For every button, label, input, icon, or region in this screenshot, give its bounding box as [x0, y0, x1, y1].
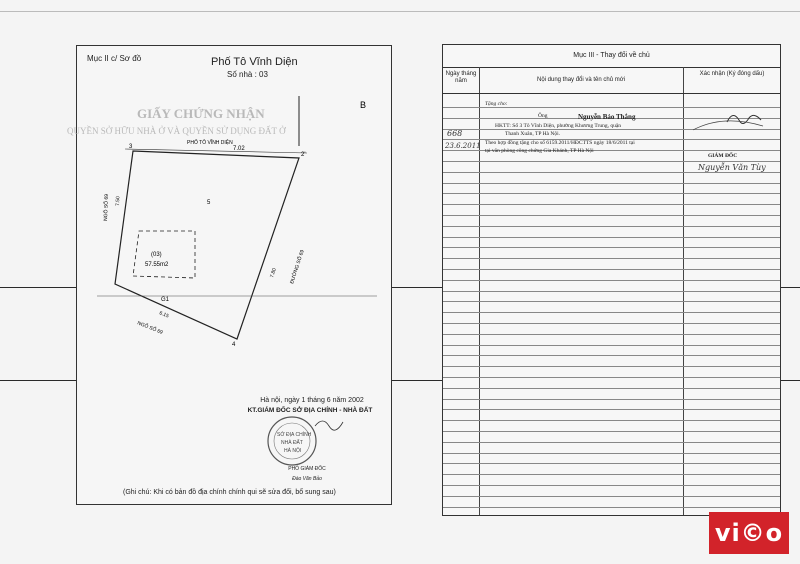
land-plot-diagram	[77, 46, 391, 504]
svg-text:NHÀ ĐẤT: NHÀ ĐẤT	[281, 440, 303, 446]
entry-owner-name: Nguyễn Bảo Thắng	[578, 113, 636, 121]
lot-id: (03)	[151, 252, 162, 258]
entry-line-6: tại văn phòng công chứng Gia Khánh, TP Hà Nội	[485, 148, 594, 154]
ruled-line	[443, 431, 780, 432]
signature-mark	[315, 421, 343, 430]
north-arrow-label: B	[360, 100, 367, 110]
entry-line-2-prefix: Ông	[538, 113, 548, 119]
ruled-line	[443, 409, 780, 410]
ruled-line	[443, 312, 780, 313]
column-header-confirm: Xác nhận (Ký đóng dấu)	[699, 71, 765, 77]
sign-role: PHÓ GIÁM ĐỐC	[288, 466, 326, 472]
scan-line	[0, 11, 800, 12]
logo-text: vi©o	[714, 519, 784, 547]
bottom-alley: NGÕ SỐ 69	[136, 320, 164, 336]
svg-text:HÀ NỘI: HÀ NỘI	[284, 448, 302, 454]
ruled-line	[443, 496, 780, 497]
entry-number: 668	[447, 129, 463, 138]
entry-date: 23.6.2011	[445, 142, 481, 150]
ruled-line	[443, 366, 780, 367]
vertex-g1: G1	[161, 297, 170, 303]
ruled-line	[443, 280, 780, 281]
right-page-ownership-changes	[442, 44, 781, 516]
block-number: 5	[207, 200, 211, 206]
ruled-line	[443, 377, 780, 378]
ruled-line	[443, 334, 780, 335]
header-divider	[443, 93, 780, 94]
ruled-line	[443, 355, 780, 356]
ruled-line	[443, 399, 780, 400]
ghost-title: GIẤY CHỨNG NHẬN	[137, 106, 265, 121]
left-section-title: Mục II c/ Sơ đồ	[87, 54, 142, 63]
right-length: 7.80	[269, 267, 278, 279]
confirm-name: Nguyễn Văn Tùy	[698, 163, 766, 172]
lot-area: 57.55m2	[145, 262, 169, 268]
confirm-role: GIÁM ĐỐC	[708, 153, 738, 159]
column-header-content: Nội dung thay đổi và tên chủ mới	[537, 77, 625, 83]
street-name: Phố Tô Vĩnh Diện	[211, 56, 298, 68]
right-alley: ĐƯỜNG SỐ 69	[289, 249, 306, 285]
entry-line-1: Tặng cho:	[485, 101, 508, 107]
ruled-line	[443, 301, 780, 302]
vertex-4: 4	[232, 342, 236, 348]
ruled-line	[443, 193, 780, 194]
ruled-line	[443, 345, 780, 346]
vertex-2: 2'	[301, 152, 306, 158]
ruled-line	[443, 204, 780, 205]
sign-name: Đào Văn Bảo	[292, 476, 322, 482]
ruled-line	[443, 291, 780, 292]
ruled-line	[443, 226, 780, 227]
entry-line-3: HKTT: Số 3 Tô Vĩnh Diện, phường Khương Trung, quận	[495, 123, 622, 129]
ruled-line	[443, 258, 780, 259]
left-alley: NGÕ SỐ 69	[103, 193, 110, 222]
house-number: Số nhà : 03	[227, 70, 268, 79]
plan-street-label: PHỐ TÔ VĨNH DIỆN	[187, 140, 233, 146]
left-length: 7.50	[115, 196, 122, 207]
top-length: 7.02	[233, 146, 245, 152]
left-page-plan	[67, 45, 392, 505]
ruled-line	[443, 453, 780, 454]
ruled-line	[443, 215, 780, 216]
right-section-title: Mục III - Thay đổi về chủ	[443, 45, 780, 68]
entry-line-5: Theo hợp đồng tặng cho số 6159.2011/HĐCTTS ngày 18/6/2011 tại	[485, 140, 635, 146]
ruled-line	[443, 323, 780, 324]
ruled-line	[443, 442, 780, 443]
ruled-line	[443, 183, 780, 184]
ruled-line	[443, 247, 780, 248]
vicoo-logo	[709, 512, 789, 554]
ruled-line	[443, 485, 780, 486]
column-header-date: Ngày tháng năm	[445, 71, 477, 84]
vertex-3: 3	[129, 144, 133, 150]
sign-date: Hà nội, ngày 1 tháng 6 năm 2002	[260, 397, 364, 404]
ruled-line	[443, 237, 780, 238]
ruled-line	[443, 269, 780, 270]
sign-authority: KT.GIÁM ĐỐC SỞ ĐỊA CHÍNH - NHÀ ĐẤT	[247, 407, 373, 414]
entry-line-4: Thanh Xuân, TP Hà Nội.	[505, 131, 560, 137]
footnote: (Ghi chú: Khi có bản đồ địa chính chính qui sẽ sửa đổi, bổ sung sau)	[123, 489, 336, 496]
ruled-line	[443, 388, 780, 389]
ghost-subtitle: QUYỀN SỞ HỮU NHÀ Ở VÀ QUYỀN SỬ DỤNG ĐẤT Ở	[67, 126, 286, 136]
svg-text:SỞ ĐỊA CHÍNH: SỞ ĐỊA CHÍNH	[277, 432, 312, 438]
ruled-line	[443, 507, 780, 508]
bottom-length: 6.15	[158, 310, 170, 320]
official-stamp	[268, 417, 316, 465]
ruled-line	[443, 463, 780, 464]
ruled-line	[443, 474, 780, 475]
ruled-line	[443, 420, 780, 421]
